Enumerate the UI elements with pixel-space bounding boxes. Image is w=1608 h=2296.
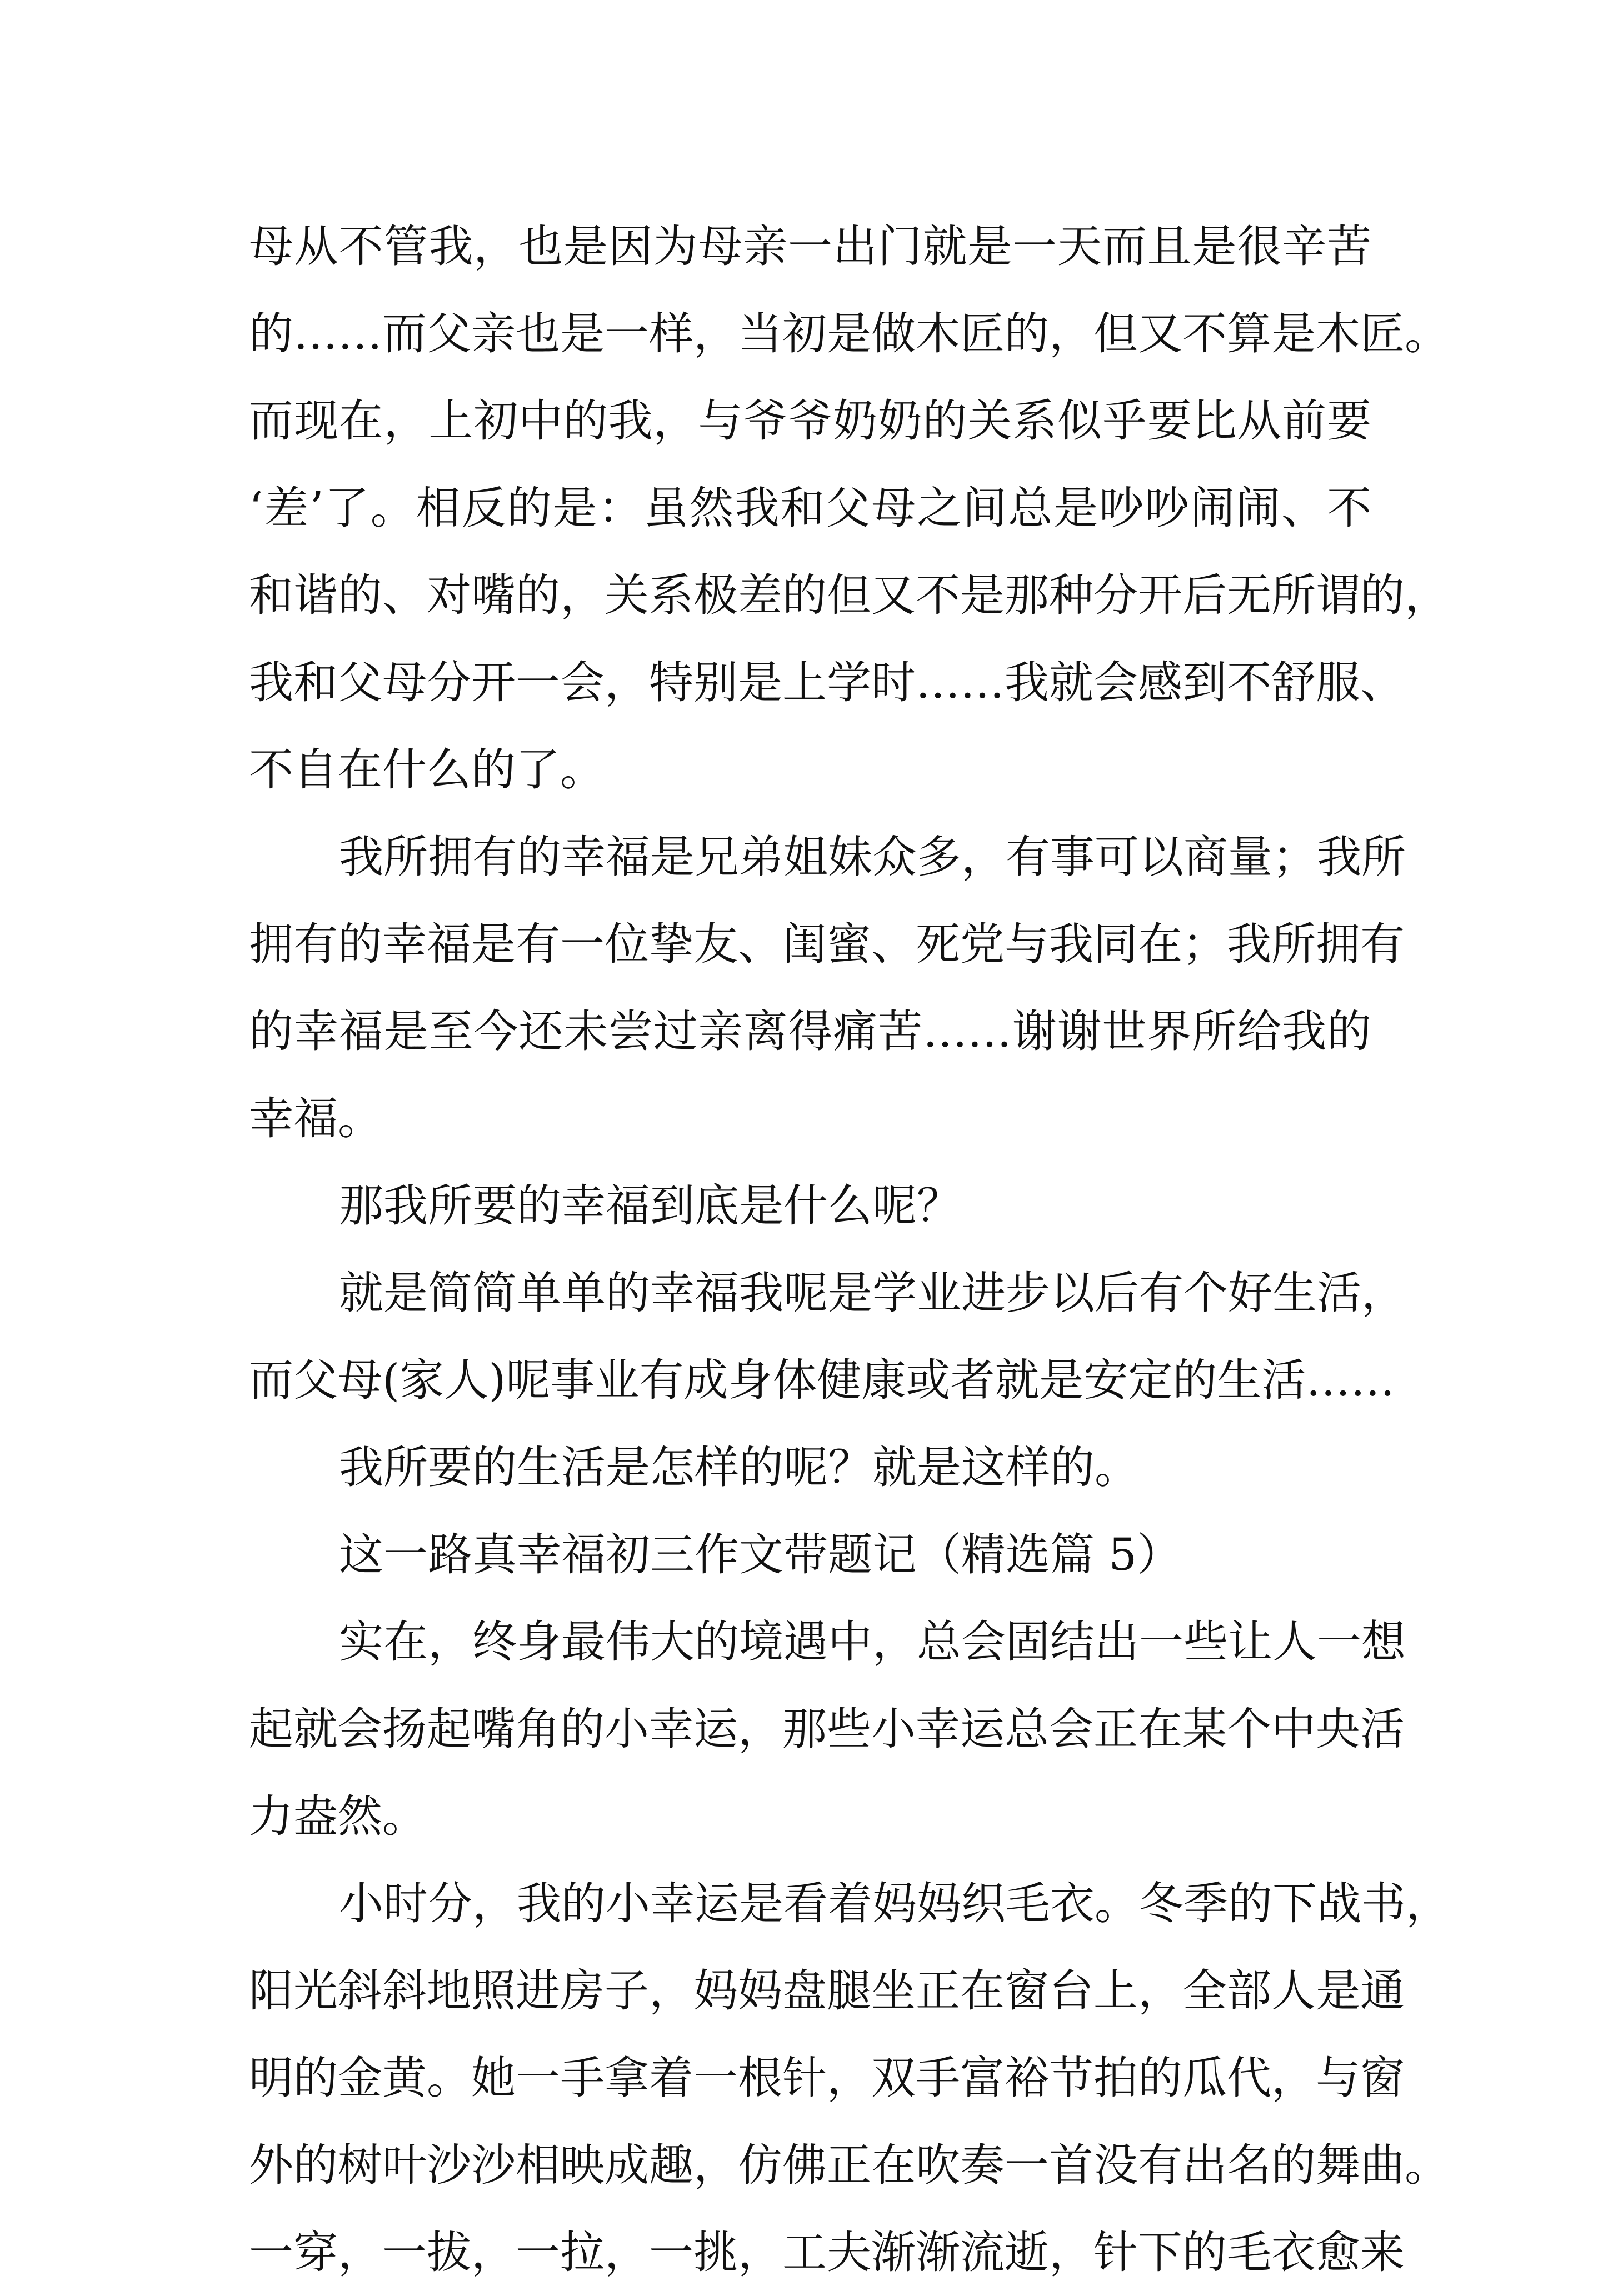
text-line: 幸福。 xyxy=(249,1093,382,1144)
document-body xyxy=(249,203,1450,2296)
text-line: 我所要的生活是怎样的呢？就是这样的。 xyxy=(339,1442,1139,1493)
text-line: 不自在什么的了。 xyxy=(249,744,605,796)
text-line: 实在，终身最伟大的境遇中，总会固结出一些让人一想 xyxy=(339,1616,1406,1668)
text-line: 小时分，我的小幸运是看着妈妈织毛衣。冬季的下战书， xyxy=(339,1878,1450,1929)
text-line: 阳光斜斜地照进房子，妈妈盘腿坐正在窗台上，全部人是通 xyxy=(249,1965,1405,2017)
text-line: 力盎然。 xyxy=(249,1790,427,1842)
text-line: 一穿，一拔，一拉，一挑，工夫渐渐流逝，针下的毛衣愈来 xyxy=(249,2227,1405,2278)
text-line: 这一路真幸福初三作文带题记（精选篇 5） xyxy=(339,1529,1182,1580)
text-line: 而父母(家人)呢事业有成身体健康或者就是安定的生活…… xyxy=(249,1354,1395,1406)
text-line: 我所拥有的幸福是兄弟姐妹众多，有事可以商量；我所 xyxy=(339,831,1406,883)
text-line: 和谐的、对嘴的，关系极差的但又不是那种分开后无所谓的， xyxy=(249,569,1449,621)
text-line: 而现在，上初中的我，与爷爷奶奶的关系似乎要比从前要 xyxy=(249,395,1371,447)
text-line: ‘差’了。相反的是：虽然我和父母之间总是吵吵闹闹、不 xyxy=(249,482,1371,534)
text-line: 母从不管我，也是因为母亲一出门就是一天而且是很辛苦 xyxy=(249,221,1371,272)
text-line: 的幸福是至今还未尝过亲离得痛苦……谢谢世界所给我的 xyxy=(249,1006,1371,1057)
text-line: 我和父母分开一会，特别是上学时……我就会感到不舒服、 xyxy=(249,657,1405,708)
text-line: 起就会扬起嘴角的小幸运，那些小幸运总会正在某个中央活 xyxy=(249,1703,1405,1755)
text-line: 外的树叶沙沙相映成趣，仿佛正在吹奏一首没有出名的舞曲。 xyxy=(249,2139,1449,2191)
text-line: 那我所要的幸福到底是什么呢？ xyxy=(339,1180,961,1232)
text-line: 就是简简单单的幸福我呢是学业进步以后有个好生活， xyxy=(339,1267,1406,1319)
text-line: 拥有的幸福是有一位挚友、闺蜜、死党与我同在；我所拥有 xyxy=(249,918,1405,970)
text-line: 的……而父亲也是一样，当初是做木匠的，但又不算是木匠。 xyxy=(249,308,1449,359)
text-line: 明的金黄。她一手拿着一根针，双手富裕节拍的瓜代，与窗 xyxy=(249,2052,1405,2104)
